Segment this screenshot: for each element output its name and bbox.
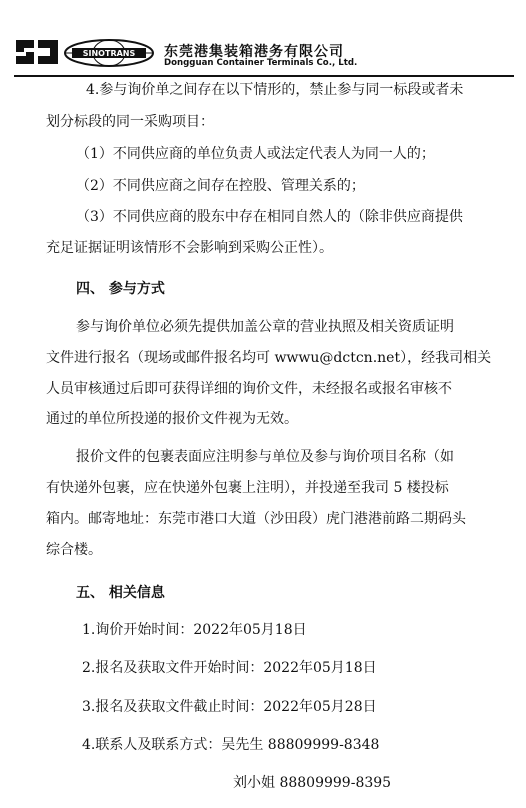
company-name-en: Dongguan Container Terminals Co., Ltd.	[164, 58, 358, 68]
letterhead	[14, 34, 514, 74]
paragraph-line: 综合楼。	[46, 542, 102, 558]
section-heading: 四、 参与方式	[76, 281, 165, 297]
company-name-cn: 东莞港集装箱港务有限公司	[164, 44, 344, 60]
paragraph-line: 参与询价单位必须先提供加盖公章的营业执照及相关资质证明	[76, 319, 454, 335]
paragraph-line: 报价文件的包裹表面应注明参与单位及参与询价项目名称（如	[76, 449, 454, 465]
list-item: （1）不同供应商的单位负责人或法定代表人为同一人的；	[76, 146, 435, 162]
info-item: 4.联系人及联系方式：吴先生 88809999-8348	[82, 737, 380, 753]
paragraph-line: 箱内。邮寄地址：东莞市港口大道（沙田段）虎门港港前路二期码头	[46, 511, 466, 527]
section-heading: 五、 相关信息	[76, 585, 165, 601]
paragraph-line: 划分标段的同一采购项目：	[46, 114, 214, 130]
info-item: 3.报名及获取文件截止时间：2022年05月28日	[82, 699, 377, 715]
info-item: 1.询价开始时间：2022年05月18日	[82, 622, 307, 638]
list-item: （2）不同供应商之间存在控股、管理关系的；	[76, 178, 365, 194]
svg-text:SINOTRANS: SINOTRANS	[82, 49, 136, 58]
sinotrans-logo-icon	[62, 38, 156, 68]
list-item: （3）不同供应商的股东中存在相同自然人的（除非供应商提供	[76, 209, 463, 225]
header-divider	[14, 75, 514, 77]
paragraph-line: 通过的单位所投递的报价文件视为无效。	[46, 411, 298, 427]
company-logo-icon	[14, 38, 60, 66]
info-item: 2.报名及获取文件开始时间：2022年05月18日	[82, 660, 377, 676]
paragraph-line: 4.参与询价单之间存在以下情形的，禁止参与同一标段或者未	[86, 82, 464, 98]
paragraph-line: 充足证据证明该情形不会影响到采购公正性）。	[46, 240, 333, 256]
paragraph-line: 人员审核通过后即可获得详细的询价文件，未经报名或报名审核不	[46, 381, 452, 397]
paragraph-line: 有快递外包裹，应在快递外包裹上注明），并投递至我司 5 楼投标	[46, 480, 449, 496]
paragraph-line: 文件进行报名（现场或邮件报名均可 wwwu@dctcn.net），经我司相关	[46, 350, 492, 366]
info-item: 刘小姐 88809999-8395	[233, 775, 392, 791]
